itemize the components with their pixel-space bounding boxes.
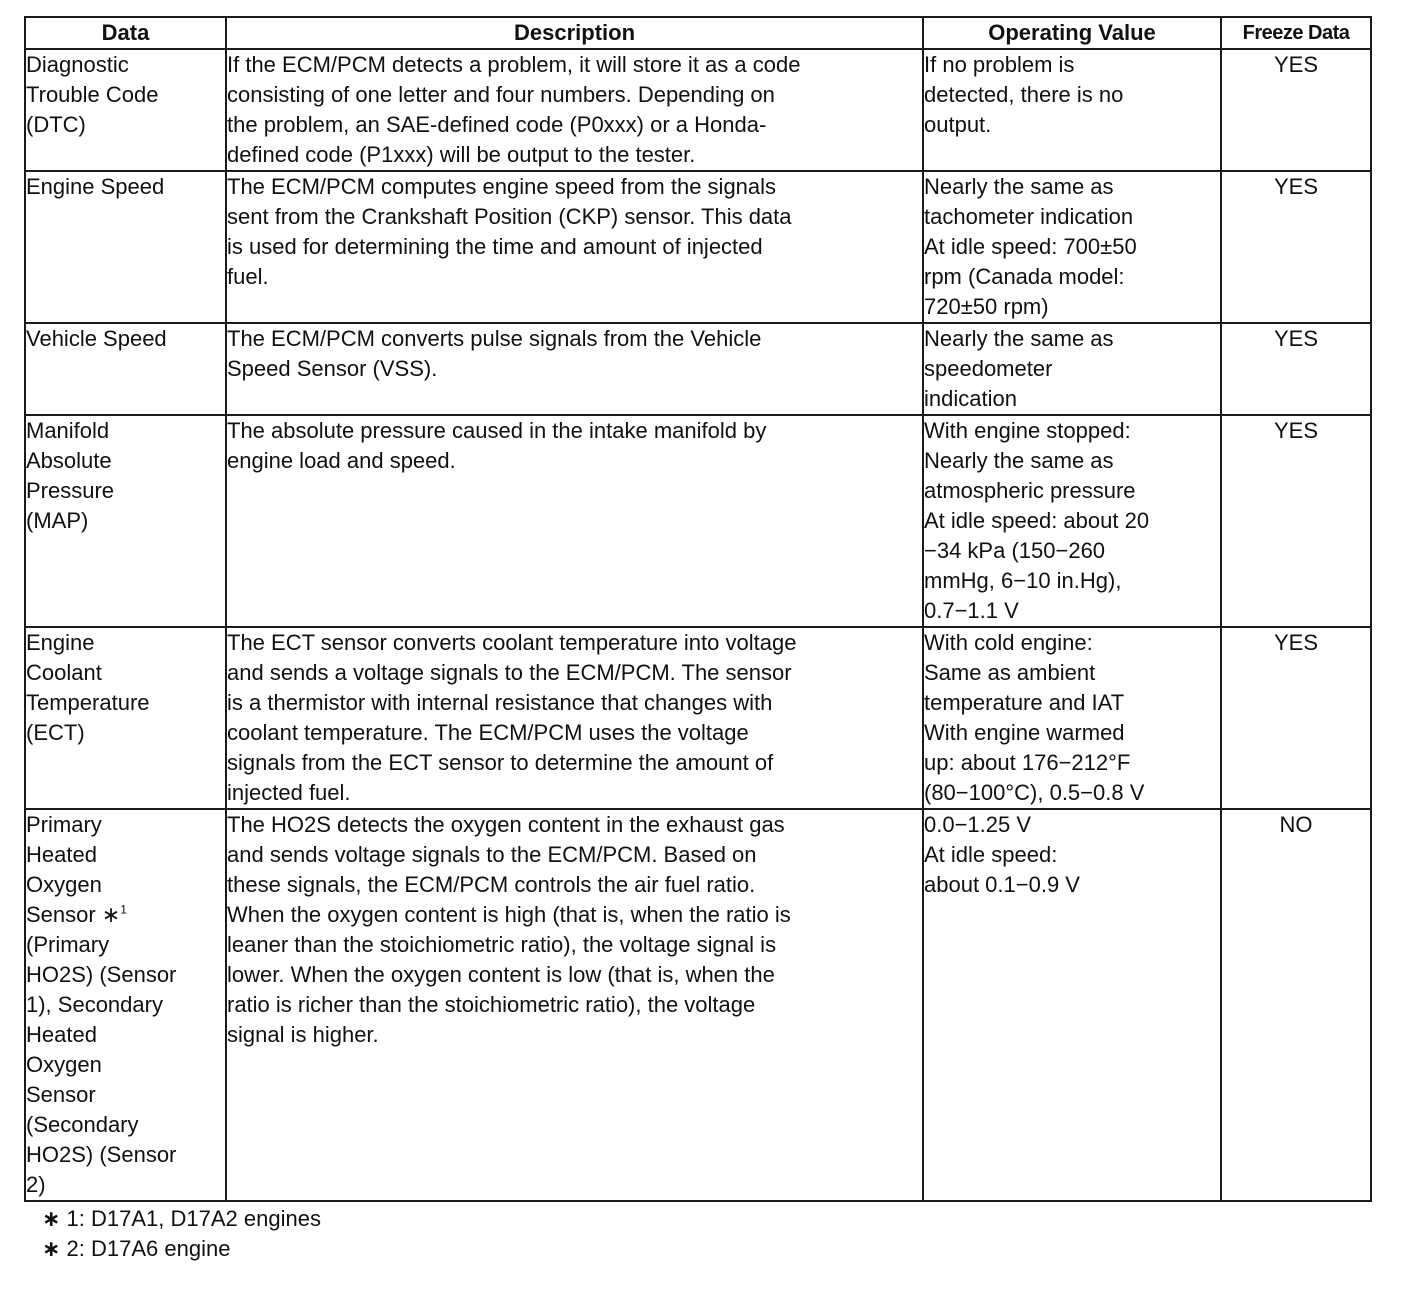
description-cell: The ECM/PCM converts pulse signals from the Vehicle Speed Sensor (VSS). (226, 323, 923, 415)
footnote-1 (42, 1204, 1370, 1234)
data-cell: Vehicle Speed (25, 323, 226, 415)
freeze-data-cell: YES (1221, 171, 1371, 323)
description-cell: If the ECM/PCM detects a problem, it will store it as a code consisting of one letter and four numbers. Depending on the problem, an SAE-defined code (P0xxx) or a Honda- defined code (P1xxx) will be output to the tester. (226, 49, 923, 171)
operating-value-cell: Nearly the same as speedometer indication (923, 323, 1221, 415)
header-operating-value: Operating Value (923, 17, 1221, 49)
footnotes (24, 1204, 1370, 1264)
footnote-mark: ∗ (42, 1206, 61, 1231)
data-list-table (24, 16, 1372, 1202)
operating-value-cell: With engine stopped: Nearly the same as atmospheric pressure At idle speed: about 20 −34 kPa (150−260 mmHg, 6−10 in.Hg), 0.7−1.1 V (923, 415, 1221, 627)
freeze-data-cell: YES (1221, 49, 1371, 171)
footnote-ref: 1 (120, 902, 127, 917)
table-header-row (25, 17, 1371, 49)
freeze-data-cell: YES (1221, 627, 1371, 809)
description-cell: The absolute pressure caused in the intake manifold by engine load and speed. (226, 415, 923, 627)
description-cell: The ECM/PCM computes engine speed from the signals sent from the Crankshaft Position (CKP) sensor. This data is used for determining the time and amount of injected fuel. (226, 171, 923, 323)
operating-value-cell: 0.0−1.25 V At idle speed: about 0.1−0.9 V (923, 809, 1221, 1201)
data-cell: Manifold Absolute Pressure (MAP) (25, 415, 226, 627)
footnote-mark: ∗ (42, 1236, 61, 1261)
table-row-dtc (25, 49, 1371, 171)
footnote-2 (42, 1234, 1370, 1264)
operating-value-cell: Nearly the same as tachometer indication At idle speed: 700±50 rpm (Canada model: 720±50 rpm) (923, 171, 1221, 323)
description-cell: The HO2S detects the oxygen content in the exhaust gas and sends voltage signals to the ECM/PCM. Based on these signals, the ECM/PCM controls the air fuel ratio. When the oxygen content is high (that is, when the ratio is leaner than the stoichiometric ratio), the voltage signal is lower. When the oxygen content is low (that is, when the ratio is richer than the stoichiometric ratio), the voltage signal is higher. (226, 809, 923, 1201)
spec-sheet (24, 16, 1370, 1264)
table-row-vehicle-speed (25, 323, 1371, 415)
footnote-text: 1: D17A1, D17A2 engines (60, 1206, 321, 1231)
header-description: Description (226, 17, 923, 49)
operating-value-cell: With cold engine: Same as ambient temperature and IAT With engine warmed up: about 176−212°F (80−100°C), 0.5−0.8 V (923, 627, 1221, 809)
data-cell: Engine Speed (25, 171, 226, 323)
data-cell: Engine Coolant Temperature (ECT) (25, 627, 226, 809)
header-data: Data (25, 17, 226, 49)
data-cell (25, 809, 226, 1201)
table-row-ho2s (25, 809, 1371, 1201)
data-cell: Diagnostic Trouble Code (DTC) (25, 49, 226, 171)
table-row-map (25, 415, 1371, 627)
freeze-data-cell: NO (1221, 809, 1371, 1201)
header-freeze-data: Freeze Data (1221, 17, 1371, 49)
freeze-data-cell: YES (1221, 323, 1371, 415)
table-row-engine-speed (25, 171, 1371, 323)
operating-value-cell: If no problem is detected, there is no output. (923, 49, 1221, 171)
freeze-data-cell: YES (1221, 415, 1371, 627)
footnote-text: 2: D17A6 engine (60, 1236, 231, 1261)
data-cell-text: Primary Heated Oxygen Sensor ∗ (26, 812, 121, 927)
table-row-ect (25, 627, 1371, 809)
description-cell: The ECT sensor converts coolant temperature into voltage and sends a voltage signals to the ECM/PCM. The sensor is a thermistor with internal resistance that changes with coolant temperature. The ECM/PCM uses the voltage signals from the ECT sensor to determine the amount of injected fuel. (226, 627, 923, 809)
data-cell-text-cont: (Primary HO2S) (Sensor 1), Secondary Heated Oxygen Sensor (Secondary HO2S) (Sensor 2) (26, 932, 177, 1197)
